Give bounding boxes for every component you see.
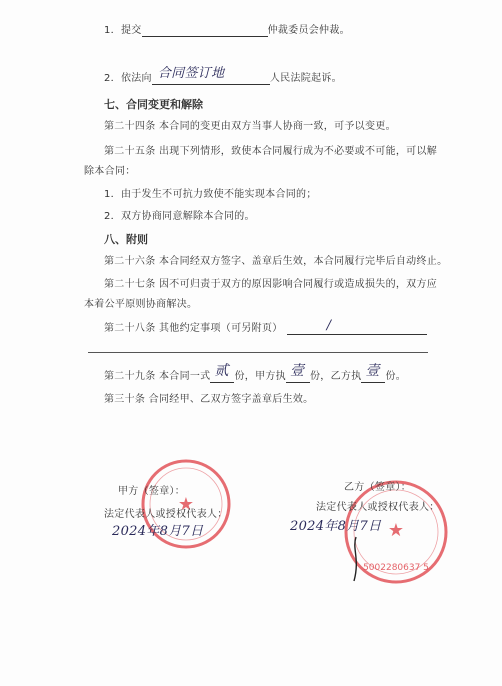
text-a29-pre: 第二十九条 本合同一式 <box>104 371 211 382</box>
article-25-line1: 第二十五条 出现下列情形，致使本合同履行成为不必要或不可能，可以解 <box>104 146 438 157</box>
blank-other-terms <box>287 318 427 335</box>
article-29 <box>104 363 407 383</box>
svg-text:★: ★ <box>387 520 405 541</box>
heading-section-7: 七、合同变更和解除 <box>104 98 203 111</box>
party-a-representative: 法定代表人或授权代表人： <box>104 509 228 520</box>
article-27-line2: 本着公平原则协商解决。 <box>84 299 198 310</box>
text-l1-pre: 1．提交 <box>104 25 142 36</box>
party-b-signature-stroke <box>346 535 366 583</box>
handwriting-copies-b: 壹 <box>365 363 380 379</box>
handwriting-copies-a: 壹 <box>289 363 305 379</box>
text-l1-post: 仲裁委员会仲裁。 <box>267 25 350 36</box>
article-30: 第三十条 合同经甲、乙双方签字盖章后生效。 <box>104 394 314 405</box>
text-l2-pre: 2．依法向 <box>104 73 152 84</box>
handwriting-slash: / <box>326 318 332 333</box>
article-28 <box>104 318 427 335</box>
blank-line-continuation <box>88 352 428 353</box>
clause-court <box>104 66 342 85</box>
text-a28: 第二十八条 其他约定事项（可另附页） <box>104 323 283 334</box>
article-25-item2: 2．双方协商同意解除本合同的。 <box>104 211 255 222</box>
article-24: 第二十四条 本合同的变更由双方当事人协商一致，可予以变更。 <box>104 121 396 132</box>
party-b-label: 乙方（签章）： <box>344 482 412 493</box>
blank-copies-total <box>210 363 234 383</box>
text-a29-mid2: 份，乙方执 <box>309 371 362 382</box>
blank-copies-b <box>361 363 385 383</box>
text-a29-mid1: 份，甲方执 <box>234 371 286 382</box>
party-b-stamp-number: 5002280637 5 <box>363 563 429 573</box>
article-25-item1: 1．由于发生不可抗力致使不能实现本合同的； <box>104 189 317 200</box>
party-a-label: 甲方（签章）： <box>118 486 186 497</box>
text-a29-post: 份。 <box>385 371 407 382</box>
text-l2-post: 人民法院起诉。 <box>269 73 342 84</box>
heading-section-8: 八、附则 <box>104 233 148 246</box>
article-27-line1: 第二十七条 因不可归责于双方的原因影响合同履行或造成损失的，双方应 <box>104 279 438 290</box>
article-26: 第二十六条 本合同经双方签字、盖章后生效，本合同履行完毕后自动终止。 <box>104 256 448 267</box>
blank-copies-a <box>286 363 310 383</box>
party-b-representative: 法定代表人或授权代表人： <box>316 502 440 513</box>
clause-arbitration <box>104 24 350 37</box>
blank-arbitration <box>142 25 268 37</box>
svg-text:★: ★ <box>177 494 195 515</box>
article-25-line2: 除本合同： <box>84 166 136 177</box>
handwriting-copies-total: 贰 <box>214 363 229 379</box>
blank-court <box>152 66 270 85</box>
party-b-date-handwriting: 2024年8月7日 <box>290 519 382 534</box>
party-a-date-handwriting: 2024年8月7日 <box>112 524 204 539</box>
handwriting-court-location: 合同签订地 <box>157 66 225 81</box>
